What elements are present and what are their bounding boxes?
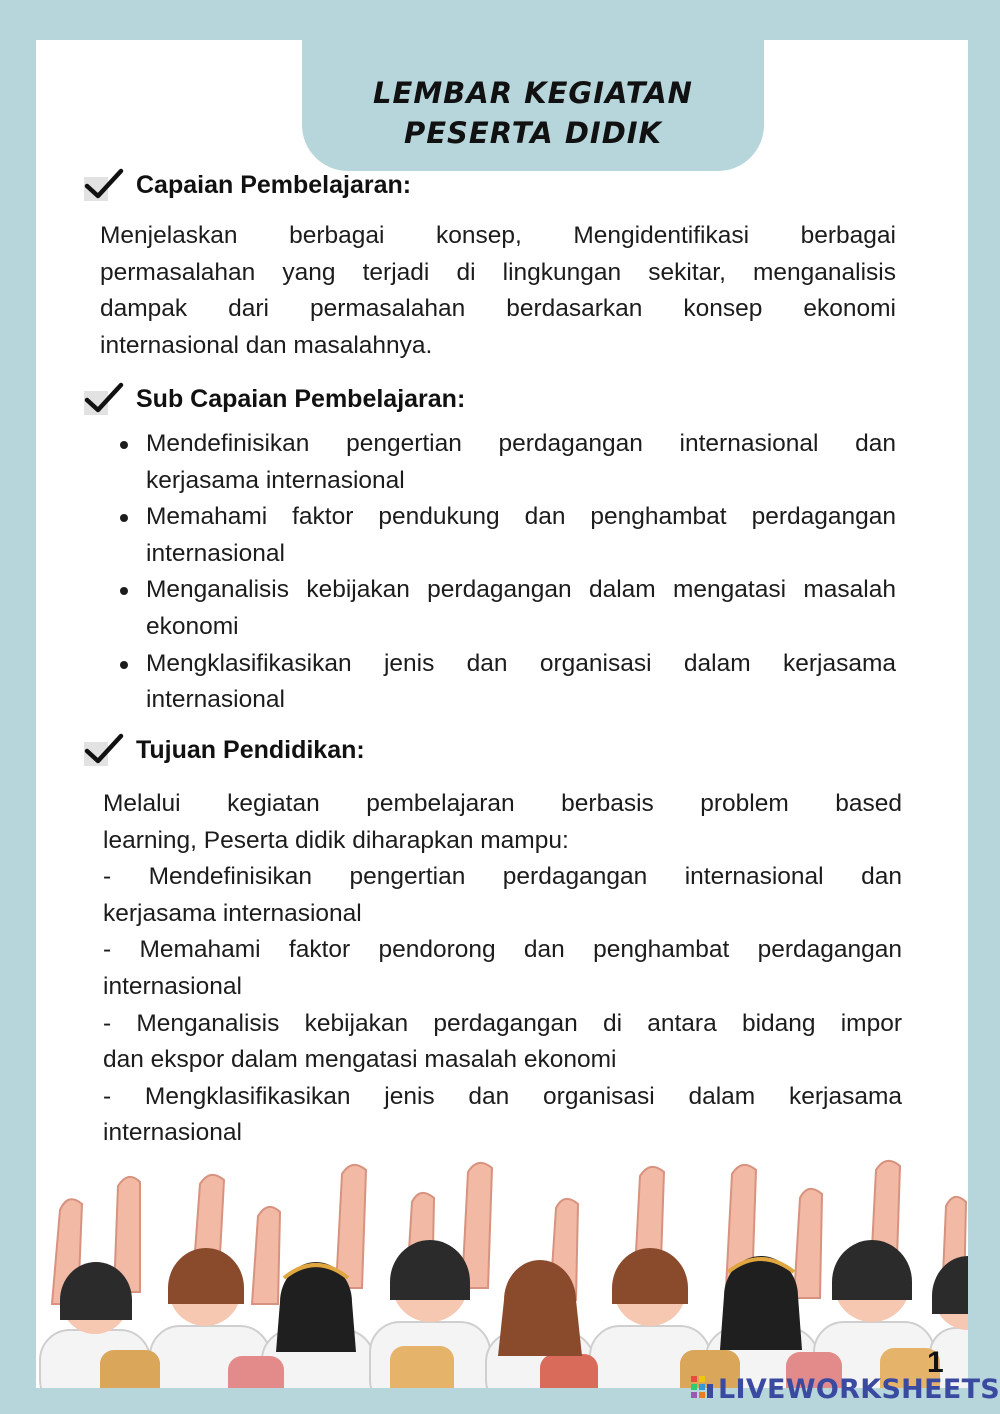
bullet-icon <box>120 441 128 449</box>
liveworksheets-logo <box>690 1371 1000 1407</box>
paragraph-line: Menjelaskan berbagai konsep, Mengidentifikasi berbagai <box>100 222 896 249</box>
sub-capaian-list <box>118 426 896 719</box>
bullet-icon <box>120 661 128 669</box>
section-title: Sub Capaian Pembelajaran: <box>136 385 466 413</box>
paragraph-line: - Memahami faktor pendorong dan penghambat perdagangan <box>103 936 902 964</box>
bullet-icon <box>120 587 128 595</box>
checkmark-icon <box>84 379 124 419</box>
checkmark-icon <box>84 730 124 770</box>
list-item <box>118 646 896 719</box>
list-item-text: Memahami faktor pendukung dan penghambat perdagangan internasional <box>146 503 896 567</box>
liveworksheets-icon <box>690 1375 714 1403</box>
paragraph-line: Melalui kegiatan pembelajaran berbasis problem based <box>103 790 902 817</box>
list-item-text: Menganalisis kebijakan perdagangan dalam mengatasi masalah ekonomi <box>146 576 896 640</box>
list-item <box>118 499 896 572</box>
paragraph-line: permasalahan yang terjadi di lingkungan sekitar, menganalisis <box>100 258 896 286</box>
bullet-icon <box>120 514 128 522</box>
paragraph-line: kerjasama internasional <box>103 899 362 927</box>
paragraph-line: internasional <box>103 1119 242 1147</box>
paragraph-line: learning, Peserta didik diharapkan mampu: <box>103 826 569 854</box>
list-item <box>118 572 896 645</box>
list-item <box>118 426 896 499</box>
paragraph-line: - Menganalisis kebijakan perdagangan di antara bidang impor <box>103 1009 902 1037</box>
title-line-2: PESERTA DIDIK <box>403 116 663 150</box>
paragraph-line: - Mengklasifikasikan jenis dan organisasi dalam kerjasama <box>103 1082 902 1110</box>
paragraph-line: dan ekspor dalam mengatasi masalah ekonomi <box>103 1046 617 1074</box>
section-title: Tujuan Pendidikan: <box>136 736 365 764</box>
section-title: Capaian Pembelajaran: <box>136 171 412 199</box>
brand-text: LIVEWORKSHEETS <box>718 1373 1000 1405</box>
page-title <box>302 73 764 153</box>
tujuan-paragraph <box>103 786 902 1152</box>
paragraph-line: - Mendefinisikan pengertian perdagangan internasional dan <box>103 863 902 891</box>
list-item-text: Mengklasifikasikan jenis dan organisasi dalam kerjasama internasional <box>146 649 896 714</box>
list-item-text: Mendefinisikan pengertian perdagangan internasional dan kerjasama internasional <box>146 430 896 494</box>
capaian-paragraph <box>100 218 896 364</box>
paragraph-line: internasional <box>103 972 242 1000</box>
paragraph-line: dampak dari permasalahan berdasarkan konsep ekonomi <box>100 295 896 323</box>
checkmark-icon <box>84 165 124 205</box>
page-number: 1 <box>927 1346 944 1379</box>
paragraph-line: internasional dan masalahnya. <box>100 331 433 359</box>
title-line-1: LEMBAR KEGIATAN <box>373 76 693 110</box>
